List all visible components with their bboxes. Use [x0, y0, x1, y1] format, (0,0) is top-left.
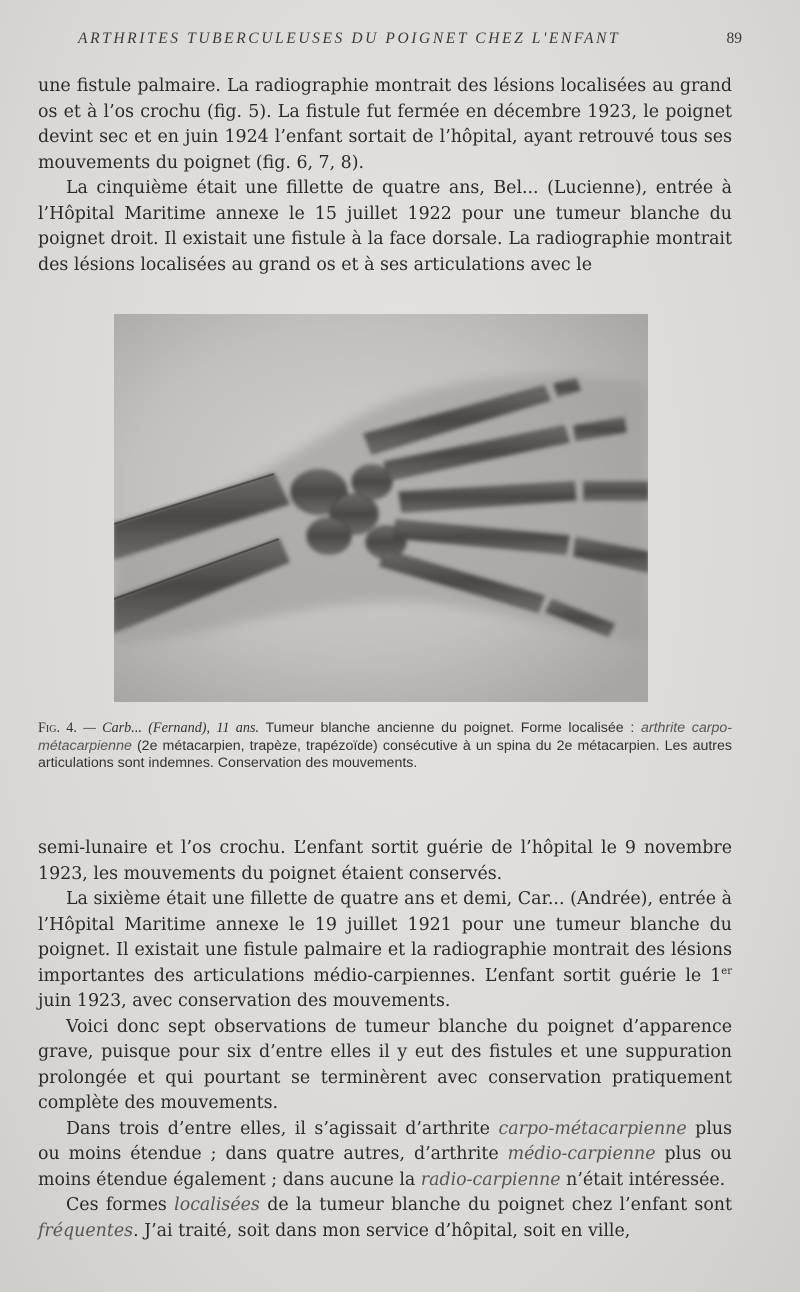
caption-text: Tumeur blanche ancienne du poignet. Forme localisée :: [259, 720, 641, 736]
caption-text: (2e métacarpien, trapèze, trapézoïde) consécutive à un spina du 2e métacarpien. Les autres articulations sont indemnes. Conservation des mouvements.: [38, 737, 732, 772]
text-block-top: [38, 74, 732, 278]
figure-label: Fig. 4.: [38, 720, 77, 736]
paragraph: une fistule palmaire. La radiographie montrait des lésions localisées au grand os et à l’os crochu (fig. 5). La fistule fut fermée en décembre 1923, le poignet devint sec et en juin 1924 l’enfant sortait de l’hôpital, ayant retrouvé tous ses mouvements du poignet (fig. 6, 7, 8).: [38, 76, 732, 173]
paragraph: semi-lunaire et l’os crochu. L’enfant sortit guérie de l’hôpital le 9 novembre 1923, les mouvements du poignet étaient conservés.: [38, 838, 732, 884]
italic-term: carpo-métacarpienne: [498, 1118, 687, 1139]
italic-term: médio-carpienne: [507, 1144, 656, 1164]
italic-term: radio-carpienne: [420, 1169, 561, 1190]
paragraph-text: Ces formes: [66, 1195, 175, 1215]
figure-caption: [38, 720, 732, 773]
paragraph-text: Dans trois d’entre elles, il s’agissait d’arthrite: [66, 1118, 499, 1139]
text-block-bottom: [38, 836, 732, 1244]
paragraph-text: n’était intéressée.: [560, 1169, 726, 1190]
paragraph-text: plus ou moins étendue ; dans quatre autres, d’arthrite: [38, 1118, 733, 1164]
paragraph: Voici donc sept observations de tumeur blanche du poignet d’apparence grave, puisque pour six d’entre elles il y eut des fistules et une suppuration prolongée et qui pourtant se terminèrent avec conservation pratiquement complète des mouvements.: [38, 1016, 732, 1113]
radiograph-image: [114, 314, 648, 702]
paragraph-text: plus ou moins étendue également ; dans aucune la: [38, 1144, 732, 1190]
paragraph-text: de la tumeur blanche du poignet chez l’enfant sont: [259, 1195, 732, 1215]
italic-term: fréquentes: [38, 1220, 134, 1241]
page-number: 89: [726, 30, 742, 47]
paragraph: [38, 887, 732, 1015]
paragraph-text: La sixième était une fillette de quatre ans et demi, Car... (Andrée), entrée à l’Hôpital Maritime annexe le 19 juillet 1921 pour une tumeur blanche du poignet. Il existait une fistule palmaire et la radiographie montrait des lésions importantes des articulations médio-carpiennes. L’enfant sortit guérie le 1: [38, 889, 732, 986]
caption-names: — Carb... (Fernand), 11 ans.: [76, 720, 260, 736]
superscript: er: [721, 965, 732, 977]
paragraph: [38, 1193, 732, 1244]
running-head-title: ARTHRITES TUBERCULEUSES DU POIGNET CHEZ L'ENFANT: [78, 30, 621, 47]
paragraph-text: . J’ai traité, soit dans mon service d’hôpital, soit en ville,: [133, 1220, 631, 1241]
paragraph: La cinquième était une fillette de quatre ans, Bel... (Lucienne), entrée à l’Hôpital Maritime annexe le 15 juillet 1922 pour une tumeur blanche du poignet droit. Il existait une fistule à la face dorsale. La radiographie montrait des lésions localisées au grand os et à ses articulations avec le: [38, 178, 732, 275]
running-head: [0, 30, 800, 54]
radiograph-figure: [114, 314, 648, 702]
caption-italic: arthrite carpo-métacarpienne: [38, 720, 733, 754]
paragraph-text: juin 1923, avec conservation des mouvements.: [38, 991, 451, 1011]
paragraph: [38, 1117, 732, 1194]
italic-term: localisées: [174, 1195, 260, 1215]
